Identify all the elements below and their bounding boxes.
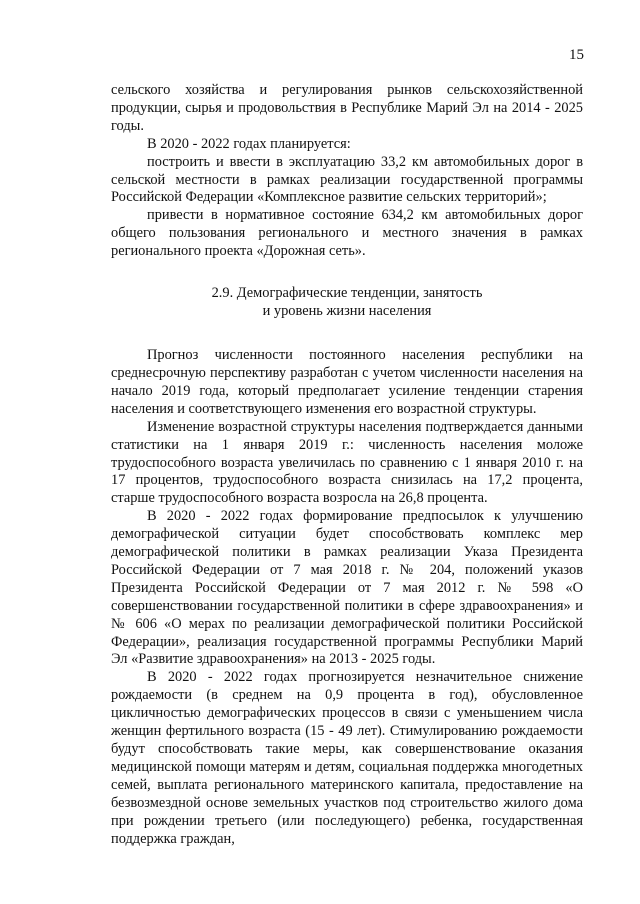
section-heading-line-1: 2.9. Демографические тенденции, занятость <box>211 285 483 302</box>
section-heading-line-2: и уровень жизни населения <box>262 303 432 320</box>
paragraph-population-forecast: Прогноз численности постоянного населения республики на среднесрочную перспективу разработан с учетом численности населения на начало 2019 года, который предполагает усиление тенденции старения населения и соответствующего изменения его возрастной структуры. <box>111 347 583 417</box>
paragraph-birth-rate: В 2020 - 2022 годах прогнозируется незначительное снижение рождаемости (в среднем на 0,9 процента в год), обусловленное цикличностью демографических процессов в связи с уменьшением числа женщин фертильного возраста (15 - 49 лет). Стимулированию рождаемости будут способствовать такие меры, как совершенствование оказания медицинской помощи матерям и детям, социальная поддержка многодетных семей, выплата регионального материнского капитала, предоставление на безвозмездной основе земельных участков под строительство жилого дома при рождении третьего (или последующего) ребенка, государственная поддержка граждан, <box>111 669 583 847</box>
continued-paragraph: сельского хозяйства и регулирования рынков сельскохозяйственной продукции, сырья и продовольствия в Республике Марий Эл на 2014 - 2025 годы. <box>111 82 583 134</box>
paragraph-age-structure: Изменение возрастной структуры населения подтверждается данными статистики на 1 января 2019 г.: численность населения моложе трудоспособного возраста увеличилась по сравнению с 1 января 2010 г. на 17 процентов, трудоспособного возраста снизилась на 17,2 процента, старше трудоспособного возраста возросла на 26,8 процента. <box>111 418 583 507</box>
document-body <box>111 82 583 848</box>
section-heading <box>111 284 583 320</box>
page-number: 15 <box>569 47 584 63</box>
plan-item-roads-rural: построить и ввести в эксплуатацию 33,2 км автомобильных дорог в сельской местности в рамках реализации государственной программы Российской Федерации «Комплексное развитие сельских территорий»; <box>111 153 583 206</box>
plan-item-roads-normative: привести в нормативное состояние 634,2 км автомобильных дорог общего пользования регионального и местного значения в рамках регионального проекта «Дорожная сеть». <box>111 207 583 260</box>
paragraph-demographic-policy: В 2020 - 2022 годах формирование предпосылок к улучшению демографической ситуации будет способствовать комплекс мер демографической политики в рамках реализации Указа Президента Российской Федерации от 7 мая 2018 г. № 204, положений указов Президента Российской Федерации от 7 мая 2012 г. № 598 «О совершенствовании государственной политики в сфере здравоохранения» и № 606 «О мерах по реализации демографической политики Российской Федерации», реализация государственной программы Республики Марий Эл «Развитие здравоохранения» на 2013 - 2025 годы. <box>111 508 583 668</box>
plan-lead-paragraph: В 2020 - 2022 годах планируется: <box>147 135 351 152</box>
